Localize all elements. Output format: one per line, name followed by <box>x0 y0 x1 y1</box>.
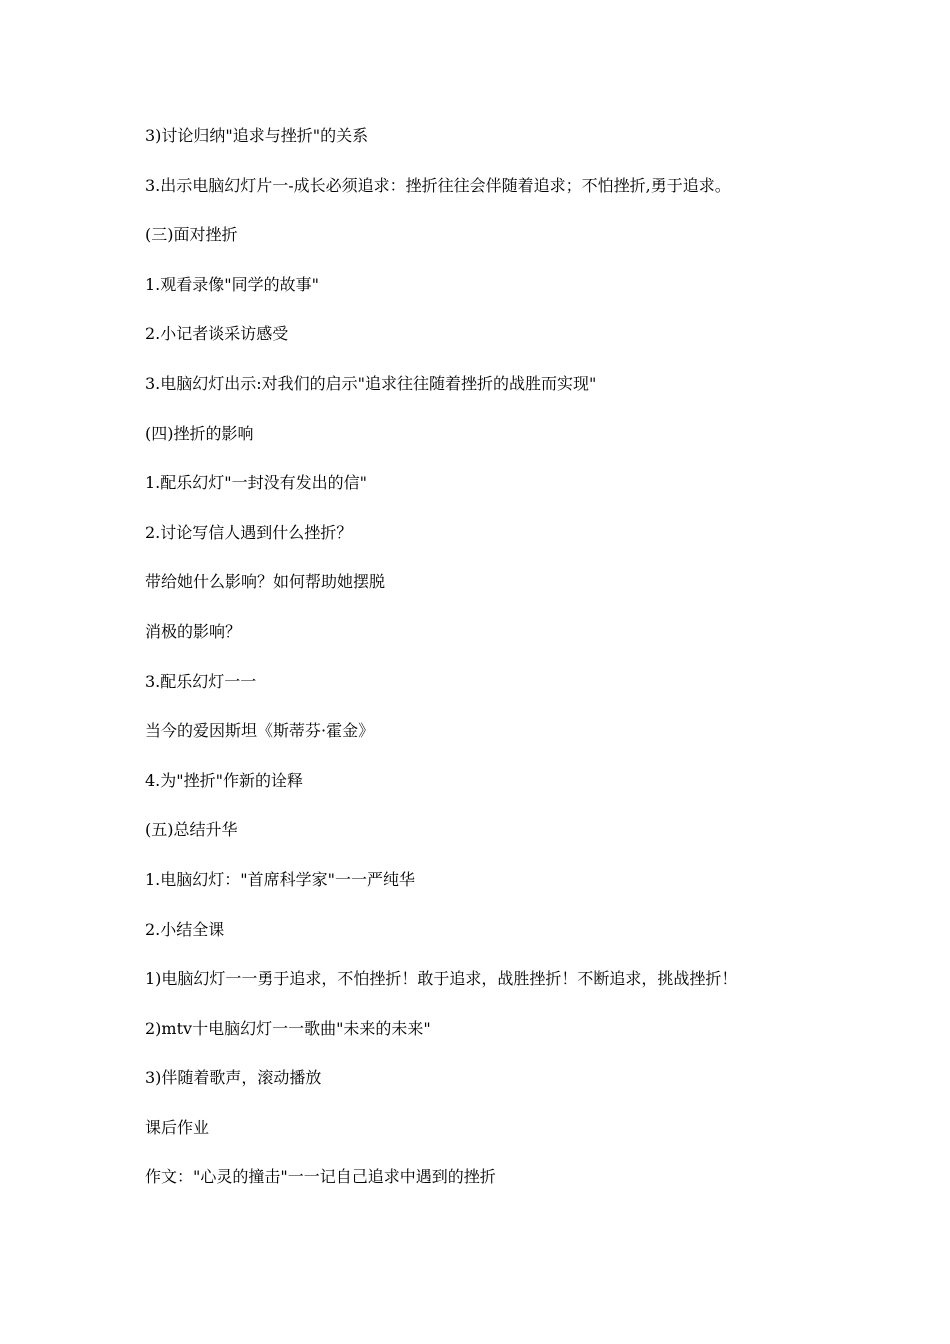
text-line: 2.小记者谈采访感受 <box>145 324 289 344</box>
text-line: 3)讨论归纳"追求与挫折"的关系 <box>145 126 369 145</box>
text-line: 2.小结全课 <box>145 919 225 939</box>
text-line: 3.出示电脑幻灯片一-成长必须追求：挫折往往会伴随着追求；不怕挫折,勇于追求。 <box>145 175 731 195</box>
text-line: 3.电脑幻灯出示:对我们的启示"追求往往随着挫折的战胜而实现" <box>145 373 597 393</box>
text-line: 4.为"挫折"作新的诠释 <box>145 770 303 790</box>
section-heading: (三)面对挫折 <box>145 225 238 245</box>
text-line: 2)mtv十电脑幻灯一一歌曲"未来的未来" <box>145 1018 431 1038</box>
text-line: 带给她什么影响？如何帮助她摆脱 <box>145 572 386 592</box>
text-line: 当今的爱因斯坦《斯蒂芬·霍金》 <box>145 721 375 741</box>
text-line: 1.配乐幻灯"一封没有发出的信" <box>145 473 367 493</box>
section-heading: 课后作业 <box>145 1117 210 1137</box>
text-line: 消极的影响？ <box>145 621 242 641</box>
text-line: 1.观看录像"同学的故事" <box>145 274 319 294</box>
text-line: 3)伴随着歌声，滚动播放 <box>145 1068 322 1088</box>
text-line: 3.配乐幻灯一一 <box>145 671 257 691</box>
document-body <box>145 122 805 1213</box>
text-line: 1.电脑幻灯："首席科学家"一一严纯华 <box>145 869 415 889</box>
section-heading: (五)总结升华 <box>145 820 238 840</box>
text-line: 2.讨论写信人遇到什么挫折？ <box>145 522 353 542</box>
text-line: 1)电脑幻灯一一勇于追求，不怕挫折！敢于追求，战胜挫折！不断追求，挑战挫折！ <box>145 969 738 989</box>
text-line: 作文："心灵的撞击"一一记自己追求中遇到的挫折 <box>145 1167 496 1187</box>
section-heading: (四)挫折的影响 <box>145 423 254 443</box>
